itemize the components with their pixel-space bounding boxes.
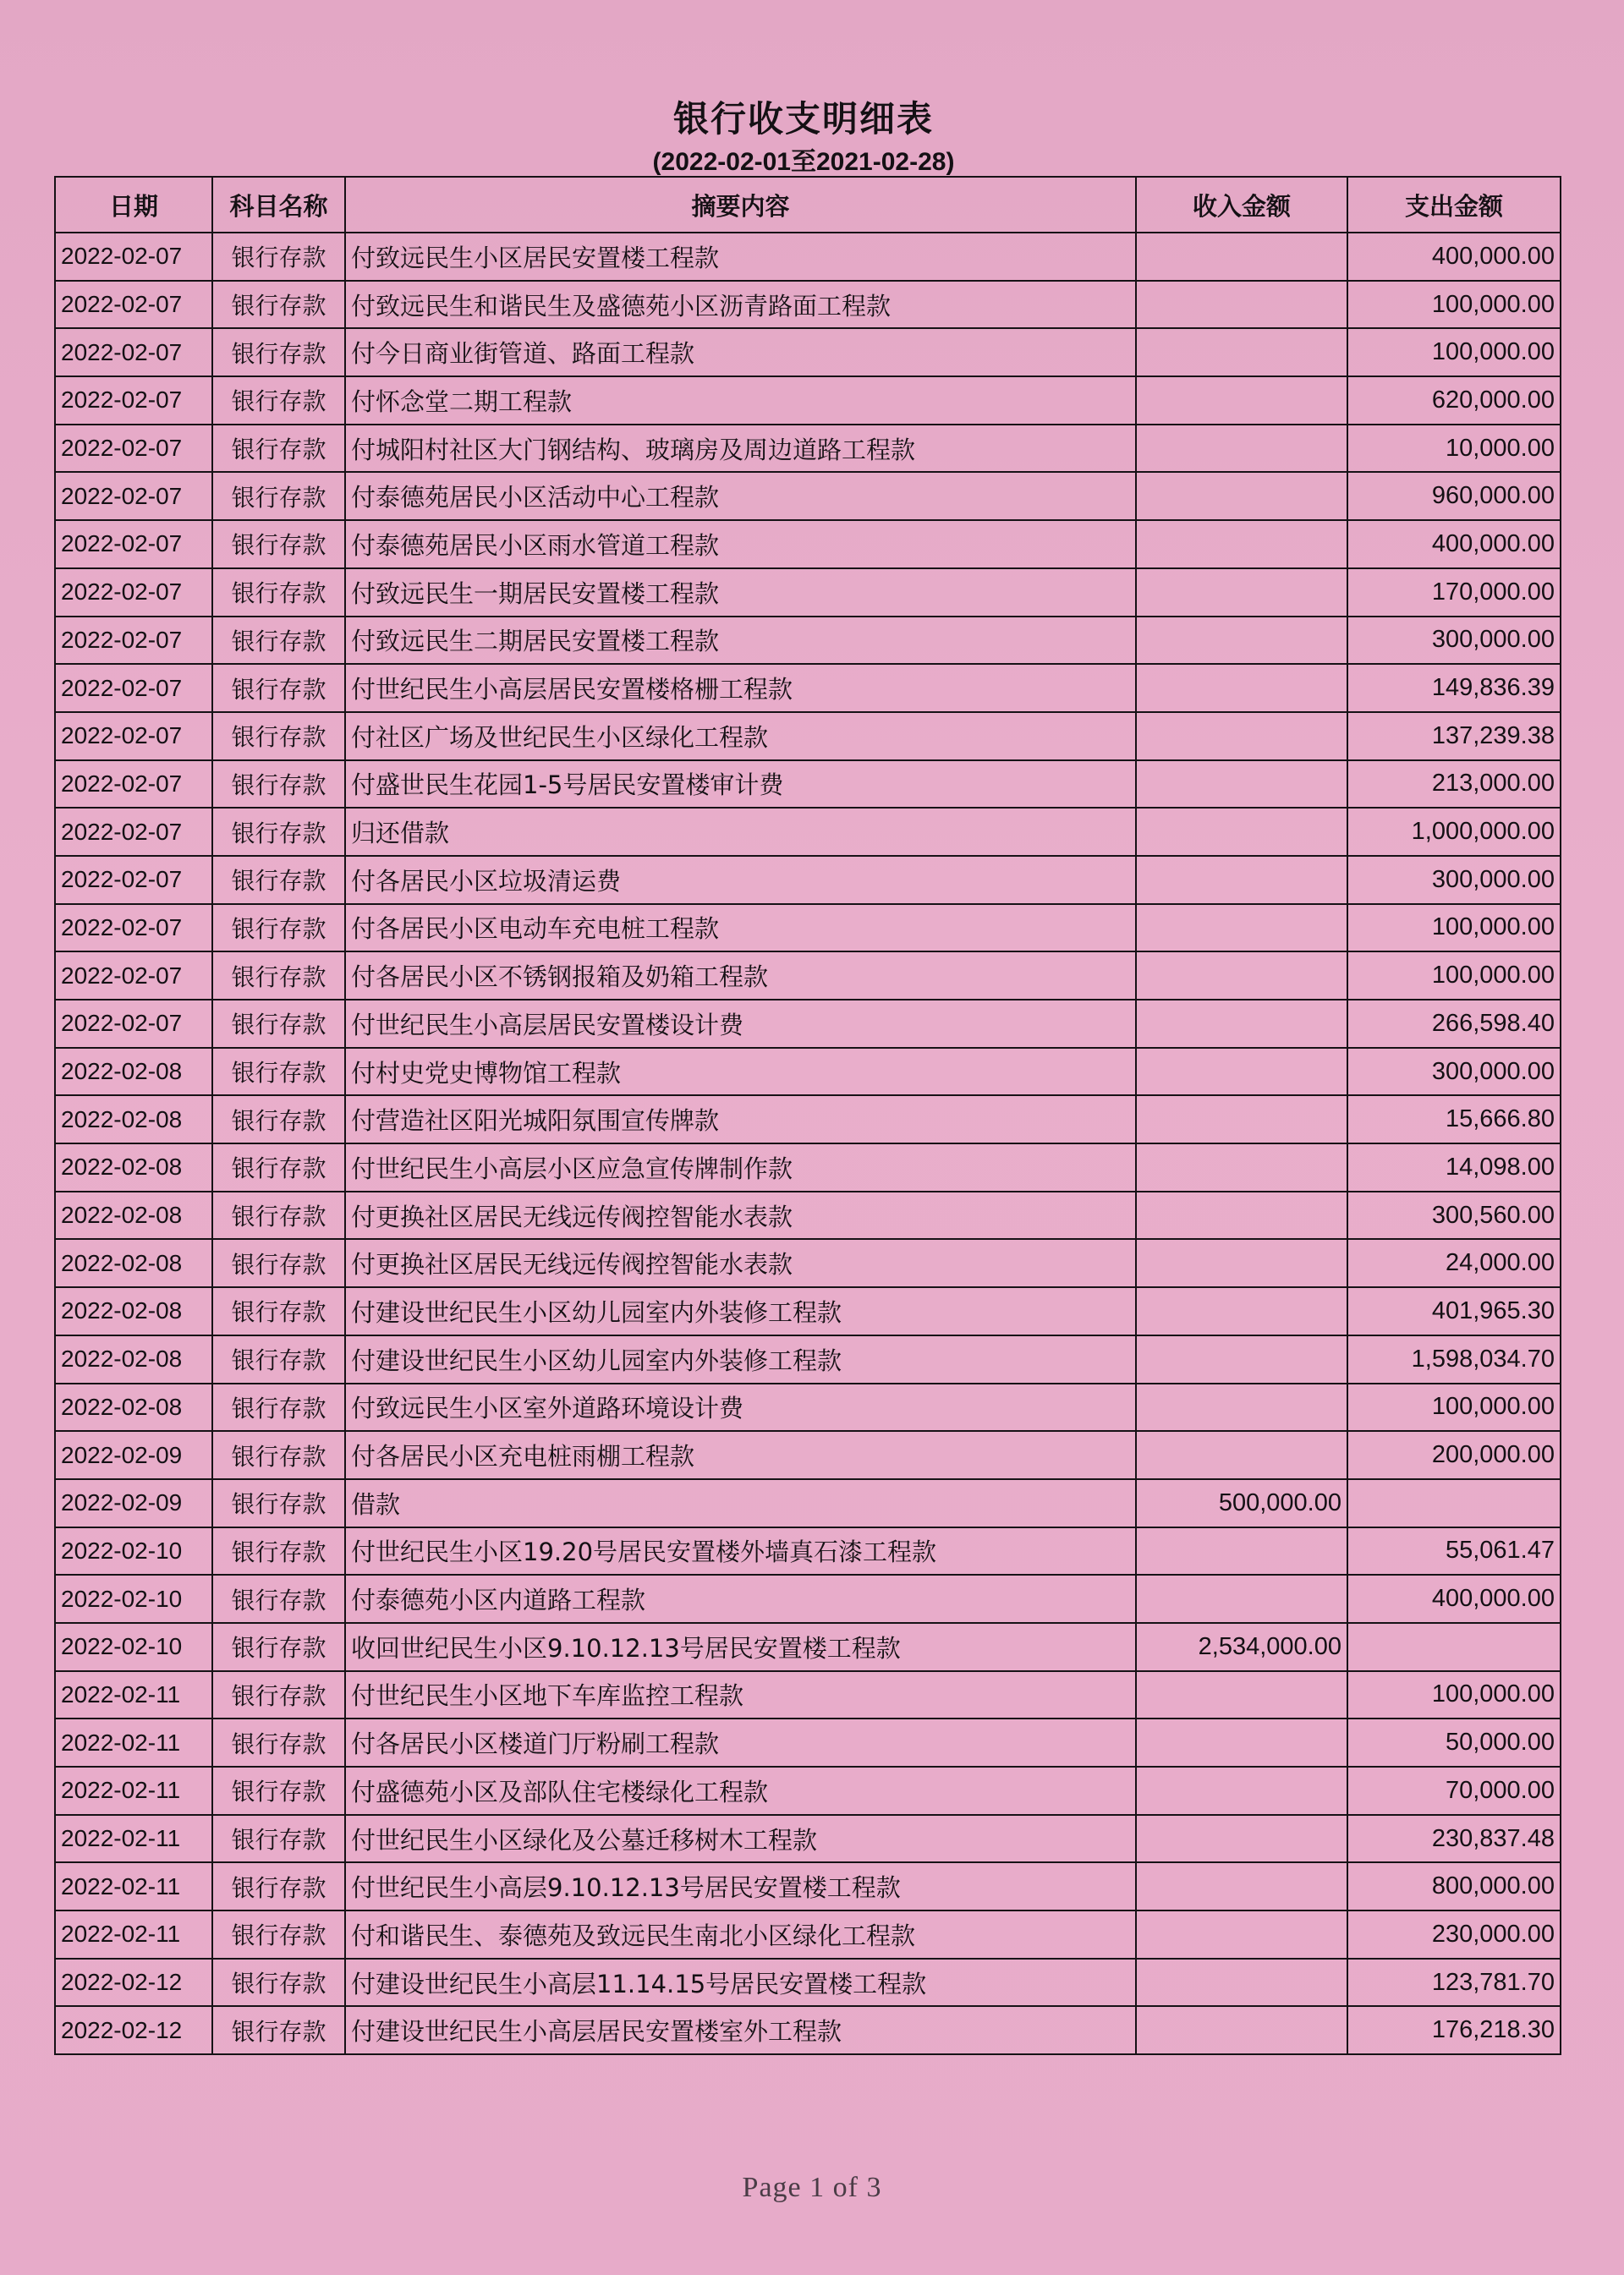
- cell-income: [1136, 1143, 1347, 1192]
- cell-expense: 400,000.00: [1347, 520, 1561, 568]
- ledger-body: [55, 233, 1561, 2054]
- cell-expense: [1347, 1623, 1561, 1671]
- cell-date: 2022-02-08: [55, 1048, 212, 1096]
- cell-summary: 付今日商业街管道、路面工程款: [345, 328, 1136, 376]
- cell-summary: 付世纪民生小高层小区应急宣传牌制作款: [345, 1143, 1136, 1192]
- cell-date: 2022-02-07: [55, 1000, 212, 1048]
- cell-date: 2022-02-08: [55, 1287, 212, 1335]
- cell-income: [1136, 1192, 1347, 1240]
- cell-date: 2022-02-10: [55, 1575, 212, 1623]
- cell-income: [1136, 425, 1347, 473]
- cell-subject: 银行存款: [212, 281, 345, 329]
- cell-summary: 付泰德苑小区内道路工程款: [345, 1575, 1136, 1623]
- cell-subject: 银行存款: [212, 1910, 345, 1959]
- cell-subject: 银行存款: [212, 520, 345, 568]
- cell-date: 2022-02-07: [55, 904, 212, 952]
- cell-income: [1136, 1287, 1347, 1335]
- cell-summary: 付社区广场及世纪民生小区绿化工程款: [345, 712, 1136, 760]
- table-row: [55, 808, 1561, 856]
- cell-expense: [1347, 1479, 1561, 1527]
- cell-date: 2022-02-11: [55, 1910, 212, 1959]
- cell-income: [1136, 1048, 1347, 1096]
- cell-summary: 付和谐民生、泰德苑及致远民生南北小区绿化工程款: [345, 1910, 1136, 1959]
- table-header-row: [55, 177, 1561, 233]
- cell-income: [1136, 520, 1347, 568]
- cell-date: 2022-02-07: [55, 664, 212, 712]
- cell-expense: 100,000.00: [1347, 1671, 1561, 1719]
- cell-subject: 银行存款: [212, 1239, 345, 1287]
- cell-summary: 付建设世纪民生小区幼儿园室内外装修工程款: [345, 1335, 1136, 1384]
- cell-expense: 100,000.00: [1347, 328, 1561, 376]
- cell-income: [1136, 951, 1347, 1000]
- cell-income: [1136, 856, 1347, 904]
- cell-subject: 银行存款: [212, 1048, 345, 1096]
- cell-income: [1136, 328, 1347, 376]
- cell-expense: 213,000.00: [1347, 760, 1561, 809]
- cell-summary: 付城阳村社区大门钢结构、玻璃房及周边道路工程款: [345, 425, 1136, 473]
- table-row: [55, 1384, 1561, 1432]
- cell-income: [1136, 712, 1347, 760]
- cell-summary: 付更换社区居民无线远传阀控智能水表款: [345, 1239, 1136, 1287]
- cell-date: 2022-02-07: [55, 712, 212, 760]
- cell-date: 2022-02-08: [55, 1143, 212, 1192]
- cell-summary: 归还借款: [345, 808, 1136, 856]
- cell-date: 2022-02-11: [55, 1767, 212, 1815]
- header-income: 收入金额: [1136, 177, 1347, 233]
- cell-expense: 1,598,034.70: [1347, 1335, 1561, 1384]
- table-row: [55, 1862, 1561, 1910]
- cell-expense: 70,000.00: [1347, 1767, 1561, 1815]
- cell-subject: 银行存款: [212, 1671, 345, 1719]
- table-row: [55, 1959, 1561, 2007]
- cell-summary: 付致远民生小区室外道路环境设计费: [345, 1384, 1136, 1432]
- cell-income: [1136, 1719, 1347, 1767]
- cell-income: [1136, 1527, 1347, 1576]
- cell-subject: 银行存款: [212, 1095, 345, 1143]
- cell-expense: 1,000,000.00: [1347, 808, 1561, 856]
- cell-subject: 银行存款: [212, 1527, 345, 1576]
- table-row: [55, 856, 1561, 904]
- cell-income: [1136, 1431, 1347, 1479]
- cell-subject: 银行存款: [212, 808, 345, 856]
- cell-summary: 付泰德苑居民小区活动中心工程款: [345, 472, 1136, 520]
- table-row: [55, 617, 1561, 665]
- cell-income: [1136, 760, 1347, 809]
- table-row: [55, 1239, 1561, 1287]
- cell-date: 2022-02-07: [55, 568, 212, 617]
- header-subject: 科目名称: [212, 177, 345, 233]
- cell-summary: 付各居民小区电动车充电桩工程款: [345, 904, 1136, 952]
- cell-date: 2022-02-08: [55, 1335, 212, 1384]
- cell-expense: 300,000.00: [1347, 1048, 1561, 1096]
- cell-expense: 149,836.39: [1347, 664, 1561, 712]
- cell-subject: 银行存款: [212, 1575, 345, 1623]
- cell-income: [1136, 1000, 1347, 1048]
- cell-date: 2022-02-07: [55, 760, 212, 809]
- cell-date: 2022-02-08: [55, 1384, 212, 1432]
- cell-date: 2022-02-07: [55, 472, 212, 520]
- cell-subject: 银行存款: [212, 904, 345, 952]
- cell-summary: 付更换社区居民无线远传阀控智能水表款: [345, 1192, 1136, 1240]
- table-row: [55, 1192, 1561, 1240]
- table-row: [55, 520, 1561, 568]
- cell-subject: 银行存款: [212, 951, 345, 1000]
- ledger-table: [54, 176, 1561, 2055]
- cell-subject: 银行存款: [212, 1000, 345, 1048]
- table-row: [55, 1048, 1561, 1096]
- cell-date: 2022-02-09: [55, 1479, 212, 1527]
- cell-summary: 付各居民小区不锈钢报箱及奶箱工程款: [345, 951, 1136, 1000]
- cell-summary: 借款: [345, 1479, 1136, 1527]
- cell-date: 2022-02-07: [55, 328, 212, 376]
- cell-expense: 170,000.00: [1347, 568, 1561, 617]
- table-row: [55, 1910, 1561, 1959]
- cell-summary: 付村史党史博物馆工程款: [345, 1048, 1136, 1096]
- cell-subject: 银行存款: [212, 1623, 345, 1671]
- table-row: [55, 281, 1561, 329]
- cell-summary: 收回世纪民生小区9.10.12.13号居民安置楼工程款: [345, 1623, 1136, 1671]
- page-footer: Page 1 of 3: [742, 2172, 882, 2203]
- cell-income: [1136, 1815, 1347, 1863]
- table-row: [55, 1335, 1561, 1384]
- cell-expense: 15,666.80: [1347, 1095, 1561, 1143]
- cell-subject: 银行存款: [212, 617, 345, 665]
- cell-expense: 100,000.00: [1347, 951, 1561, 1000]
- table-row: [55, 1623, 1561, 1671]
- cell-date: 2022-02-07: [55, 808, 212, 856]
- cell-income: 2,534,000.00: [1136, 1623, 1347, 1671]
- table-row: [55, 1719, 1561, 1767]
- table-row: [55, 233, 1561, 281]
- table-row: [55, 1767, 1561, 1815]
- cell-expense: 123,781.70: [1347, 1959, 1561, 2007]
- cell-subject: 银行存款: [212, 2006, 345, 2054]
- cell-income: [1136, 617, 1347, 665]
- cell-subject: 银行存款: [212, 1862, 345, 1910]
- cell-date: 2022-02-10: [55, 1623, 212, 1671]
- cell-subject: 银行存款: [212, 664, 345, 712]
- cell-subject: 银行存款: [212, 712, 345, 760]
- cell-expense: 230,000.00: [1347, 1910, 1561, 1959]
- cell-subject: 银行存款: [212, 233, 345, 281]
- cell-summary: 付世纪民生小高层9.10.12.13号居民安置楼工程款: [345, 1862, 1136, 1910]
- cell-expense: 266,598.40: [1347, 1000, 1561, 1048]
- cell-subject: 银行存款: [212, 328, 345, 376]
- document-title: 银行收支明细表: [672, 98, 934, 140]
- cell-expense: 800,000.00: [1347, 1862, 1561, 1910]
- cell-summary: 付致远民生一期居民安置楼工程款: [345, 568, 1136, 617]
- table-row: [55, 1000, 1561, 1048]
- cell-subject: 银行存款: [212, 1384, 345, 1432]
- cell-summary: 付世纪民生小区19.20号居民安置楼外墙真石漆工程款: [345, 1527, 1136, 1576]
- cell-subject: 银行存款: [212, 856, 345, 904]
- cell-summary: 付各居民小区楼道门厅粉刷工程款: [345, 1719, 1136, 1767]
- cell-income: [1136, 664, 1347, 712]
- cell-date: 2022-02-08: [55, 1192, 212, 1240]
- cell-expense: 14,098.00: [1347, 1143, 1561, 1192]
- cell-income: [1136, 1671, 1347, 1719]
- cell-summary: 付泰德苑居民小区雨水管道工程款: [345, 520, 1136, 568]
- cell-expense: 230,837.48: [1347, 1815, 1561, 1863]
- table-row: [55, 951, 1561, 1000]
- cell-date: 2022-02-10: [55, 1527, 212, 1576]
- cell-expense: 401,965.30: [1347, 1287, 1561, 1335]
- cell-subject: 银行存款: [212, 1335, 345, 1384]
- cell-summary: 付世纪民生小区绿化及公墓迁移树木工程款: [345, 1815, 1136, 1863]
- cell-income: [1136, 1910, 1347, 1959]
- table-row: [55, 1527, 1561, 1576]
- cell-date: 2022-02-11: [55, 1815, 212, 1863]
- table-row: [55, 1143, 1561, 1192]
- table-row: [55, 376, 1561, 425]
- header-date: 日期: [55, 177, 212, 233]
- table-row: [55, 2006, 1561, 2054]
- cell-expense: 50,000.00: [1347, 1719, 1561, 1767]
- cell-income: [1136, 1575, 1347, 1623]
- cell-expense: 300,000.00: [1347, 856, 1561, 904]
- cell-income: [1136, 472, 1347, 520]
- cell-date: 2022-02-12: [55, 2006, 212, 2054]
- cell-summary: 付怀念堂二期工程款: [345, 376, 1136, 425]
- table-row: [55, 1431, 1561, 1479]
- cell-expense: 137,239.38: [1347, 712, 1561, 760]
- cell-summary: 付致远民生二期居民安置楼工程款: [345, 617, 1136, 665]
- cell-date: 2022-02-07: [55, 856, 212, 904]
- cell-income: [1136, 1384, 1347, 1432]
- cell-subject: 银行存款: [212, 1959, 345, 2007]
- cell-expense: 100,000.00: [1347, 281, 1561, 329]
- cell-date: 2022-02-12: [55, 1959, 212, 2007]
- cell-subject: 银行存款: [212, 1287, 345, 1335]
- cell-date: 2022-02-08: [55, 1095, 212, 1143]
- cell-summary: 付各居民小区垃圾清运费: [345, 856, 1136, 904]
- cell-income: [1136, 904, 1347, 952]
- cell-expense: 960,000.00: [1347, 472, 1561, 520]
- table-row: [55, 1575, 1561, 1623]
- cell-expense: 24,000.00: [1347, 1239, 1561, 1287]
- cell-summary: 付建设世纪民生小高层11.14.15号居民安置楼工程款: [345, 1959, 1136, 2007]
- cell-income: [1136, 1862, 1347, 1910]
- cell-expense: 55,061.47: [1347, 1527, 1561, 1576]
- cell-summary: 付致远民生和谐民生及盛德苑小区沥青路面工程款: [345, 281, 1136, 329]
- cell-expense: 176,218.30: [1347, 2006, 1561, 2054]
- cell-income: [1136, 376, 1347, 425]
- cell-date: 2022-02-11: [55, 1719, 212, 1767]
- table-row: [55, 568, 1561, 617]
- cell-expense: 100,000.00: [1347, 1384, 1561, 1432]
- cell-summary: 付建设世纪民生小区幼儿园室内外装修工程款: [345, 1287, 1136, 1335]
- cell-subject: 银行存款: [212, 425, 345, 473]
- table-row: [55, 1095, 1561, 1143]
- cell-subject: 银行存款: [212, 1719, 345, 1767]
- cell-subject: 银行存款: [212, 568, 345, 617]
- cell-subject: 银行存款: [212, 1479, 345, 1527]
- document-period: (2022-02-01至2021-02-28): [652, 148, 955, 176]
- cell-subject: 银行存款: [212, 760, 345, 809]
- cell-income: [1136, 1959, 1347, 2007]
- cell-summary: 付各居民小区充电桩雨棚工程款: [345, 1431, 1136, 1479]
- cell-subject: 银行存款: [212, 1815, 345, 1863]
- table-row: [55, 664, 1561, 712]
- table-row: [55, 1479, 1561, 1527]
- cell-expense: 100,000.00: [1347, 904, 1561, 952]
- cell-income: 500,000.00: [1136, 1479, 1347, 1527]
- cell-summary: 付盛德苑小区及部队住宅楼绿化工程款: [345, 1767, 1136, 1815]
- cell-income: [1136, 568, 1347, 617]
- cell-summary: 付世纪民生小高层居民安置楼设计费: [345, 1000, 1136, 1048]
- cell-summary: 付世纪民生小高层居民安置楼格栅工程款: [345, 664, 1136, 712]
- table-row: [55, 472, 1561, 520]
- table-row: [55, 1671, 1561, 1719]
- table-row: [55, 1815, 1561, 1863]
- cell-subject: 银行存款: [212, 376, 345, 425]
- cell-subject: 银行存款: [212, 1192, 345, 1240]
- table-row: [55, 712, 1561, 760]
- cell-summary: 付世纪民生小区地下车库监控工程款: [345, 1671, 1136, 1719]
- header-summary: 摘要内容: [345, 177, 1136, 233]
- cell-income: [1136, 1239, 1347, 1287]
- cell-date: 2022-02-08: [55, 1239, 212, 1287]
- cell-expense: 300,000.00: [1347, 617, 1561, 665]
- cell-income: [1136, 1335, 1347, 1384]
- cell-date: 2022-02-11: [55, 1862, 212, 1910]
- cell-date: 2022-02-07: [55, 951, 212, 1000]
- cell-date: 2022-02-07: [55, 520, 212, 568]
- cell-expense: 200,000.00: [1347, 1431, 1561, 1479]
- cell-expense: 620,000.00: [1347, 376, 1561, 425]
- cell-income: [1136, 281, 1347, 329]
- cell-expense: 400,000.00: [1347, 1575, 1561, 1623]
- cell-subject: 银行存款: [212, 1431, 345, 1479]
- cell-income: [1136, 808, 1347, 856]
- cell-date: 2022-02-11: [55, 1671, 212, 1719]
- cell-expense: 300,560.00: [1347, 1192, 1561, 1240]
- cell-summary: 付建设世纪民生小高层居民安置楼室外工程款: [345, 2006, 1136, 2054]
- cell-income: [1136, 1095, 1347, 1143]
- table-row: [55, 904, 1561, 952]
- cell-summary: 付盛世民生花园1-5号居民安置楼审计费: [345, 760, 1136, 809]
- cell-date: 2022-02-09: [55, 1431, 212, 1479]
- cell-income: [1136, 2006, 1347, 2054]
- cell-date: 2022-02-07: [55, 425, 212, 473]
- cell-income: [1136, 1767, 1347, 1815]
- cell-expense: 10,000.00: [1347, 425, 1561, 473]
- cell-date: 2022-02-07: [55, 281, 212, 329]
- cell-date: 2022-02-07: [55, 233, 212, 281]
- cell-subject: 银行存款: [212, 472, 345, 520]
- cell-subject: 银行存款: [212, 1143, 345, 1192]
- cell-income: [1136, 233, 1347, 281]
- cell-expense: 400,000.00: [1347, 233, 1561, 281]
- cell-date: 2022-02-07: [55, 376, 212, 425]
- table-row: [55, 425, 1561, 473]
- table-row: [55, 760, 1561, 809]
- table-row: [55, 328, 1561, 376]
- header-expense: 支出金额: [1347, 177, 1561, 233]
- cell-subject: 银行存款: [212, 1767, 345, 1815]
- table-row: [55, 1287, 1561, 1335]
- cell-summary: 付营造社区阳光城阳氛围宣传牌款: [345, 1095, 1136, 1143]
- cell-date: 2022-02-07: [55, 617, 212, 665]
- cell-summary: 付致远民生小区居民安置楼工程款: [345, 233, 1136, 281]
